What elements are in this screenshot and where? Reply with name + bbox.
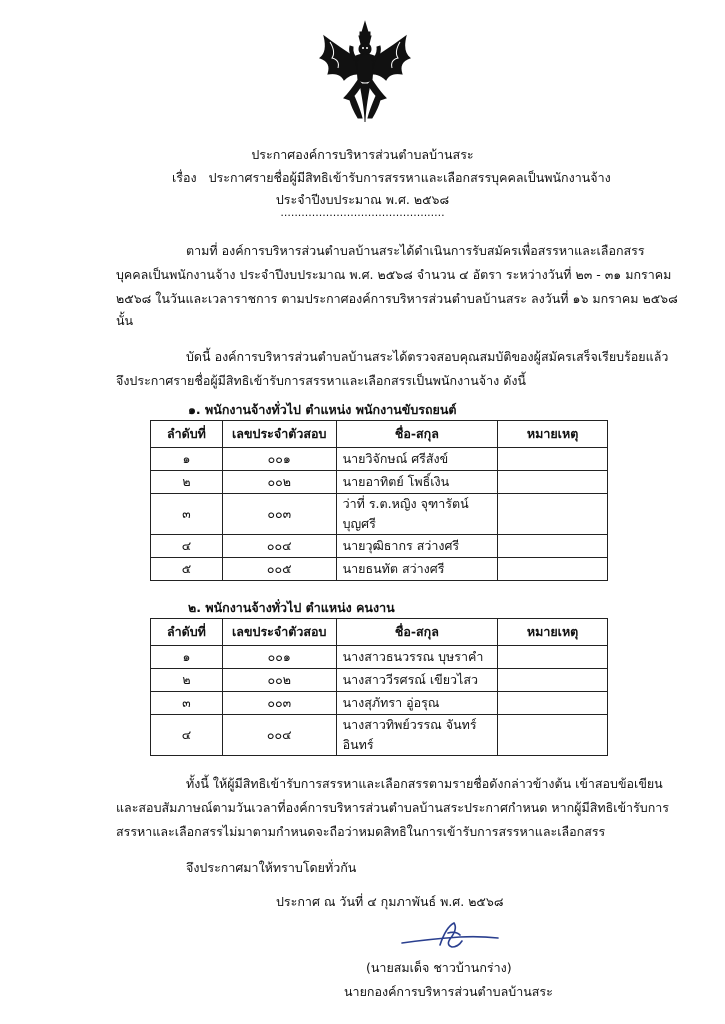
row-order: ๑: [151, 448, 223, 471]
table-row: [151, 471, 608, 494]
signatory-name: (นายสมเด็จ ชาวบ้านกร่าง): [366, 960, 512, 975]
row-order: ๔: [151, 535, 223, 558]
subject-line: [172, 168, 611, 188]
garuda-emblem: [310, 18, 420, 128]
row-remark: [498, 715, 608, 756]
col-exam-no: เลขประจำตัวสอบ: [222, 421, 336, 448]
signatory-position: นายกองค์การบริหารส่วนตำบลบ้านสระ: [344, 984, 553, 999]
col-order: ลำดับที่: [151, 619, 223, 646]
table-row: [151, 715, 608, 756]
row-exam-no: ๐๐๕: [222, 558, 336, 581]
subject-text: ประกาศรายชื่อผู้มีสิทธิเข้ารับการสรรหาและเลือกสรรบุคคลเป็นพนักงานจ้าง: [208, 170, 611, 185]
row-name: นางสาวทิพย์วรรณ จันทร์อินทร์: [336, 715, 498, 756]
col-order: ลำดับที่: [151, 421, 223, 448]
closing-line-2: และสอบสัมภาษณ์ตามวันเวลาที่องค์การบริหารส่วนตำบลบ้านสระประกาศกำหนด หากผู้มีสิทธิเข้ารับการ: [116, 800, 670, 815]
handwritten-signature: [400, 917, 500, 953]
table-row: [151, 535, 608, 558]
col-name: ชื่อ-สกุล: [336, 619, 498, 646]
closing-line-3: สรรหาและเลือกสรรไม่มาตามกำหนดจะถือว่าหมดสิทธิในการเข้ารับการสรรหาและเลือกสรร: [116, 824, 606, 839]
table-row: [151, 494, 608, 535]
row-order: ๕: [151, 558, 223, 581]
row-exam-no: ๐๐๓: [222, 494, 336, 535]
now-line-1: บัดนี้ องค์การบริหารส่วนตำบลบ้านสระได้ตรวจสอบคุณสมบัติของผู้สมัครเสร็จเรียบร้อยแล้ว: [186, 349, 669, 364]
row-exam-no: ๐๐๓: [222, 692, 336, 715]
row-order: ๑: [151, 646, 223, 669]
col-remark: หมายเหตุ: [498, 619, 608, 646]
header-divider: ...............................................: [280, 206, 445, 219]
col-remark: หมายเหตุ: [498, 421, 608, 448]
section-2-table: [150, 618, 608, 756]
row-exam-no: ๐๐๒: [222, 669, 336, 692]
col-exam-no: เลขประจำตัวสอบ: [222, 619, 336, 646]
subject-label: เรื่อง: [172, 170, 197, 185]
now-line-2: จึงประกาศรายชื่อผู้มีสิทธิเข้ารับการสรรหาและเลือกสรรเป็นพนักงานจ้าง ดังนี้: [116, 373, 526, 388]
row-name: นายวิจักษณ์ ศรีสังข์: [336, 448, 498, 471]
table-row: [151, 646, 608, 669]
table-row: [151, 669, 608, 692]
table-row: [151, 448, 608, 471]
intro-line-2: บุคคลเป็นพนักงานจ้าง ประจำปีงบประมาณ พ.ศ. ๒๕๖๘ จำนวน ๔ อัตรา ระหว่างวันที่ ๒๓ - ๓๑ มกราคม: [116, 267, 672, 282]
section-1-title: ๑. พนักงานจ้างทั่วไป ตำแหน่ง พนักงานขับรถยนต์: [188, 402, 457, 417]
section-2-title: ๒. พนักงานจ้างทั่วไป ตำแหน่ง คนงาน: [188, 600, 395, 615]
fiscal-year: ประจำปีงบประมาณ พ.ศ. ๒๕๖๘: [275, 192, 450, 207]
row-exam-no: ๐๐๒: [222, 471, 336, 494]
row-remark: [498, 558, 608, 581]
intro-line-3: ๒๕๖๘ ในวันและเวลาราชการ ตามประกาศองค์การบริหารส่วนตำบลบ้านสระ ลงวันที่ ๑๖ มกราคม ๒๕๖๘: [116, 291, 678, 306]
row-order: ๒: [151, 471, 223, 494]
row-name: นางสาวธนวรรณ บุษราคำ: [336, 646, 498, 669]
announce-date: ประกาศ ณ วันที่ ๔ กุมภาพันธ์ พ.ศ. ๒๕๖๘: [276, 894, 504, 909]
announce-line: จึงประกาศมาให้ทราบโดยทั่วกัน: [186, 860, 357, 875]
section-1-table: [150, 420, 608, 581]
row-remark: [498, 669, 608, 692]
row-name: นายธนทัต สว่างศรี: [336, 558, 498, 581]
row-remark: [498, 471, 608, 494]
row-order: ๓: [151, 692, 223, 715]
row-remark: [498, 535, 608, 558]
row-exam-no: ๐๐๔: [222, 535, 336, 558]
row-exam-no: ๐๐๑: [222, 646, 336, 669]
row-remark: [498, 494, 608, 535]
table-header-row: [151, 619, 608, 646]
row-name: ว่าที่ ร.ต.หญิง จุฑารัตน์ บุญศรี: [336, 494, 498, 535]
row-name: นางสาววีรศรณ์ เขียวไสว: [336, 669, 498, 692]
intro-line-4: นั้น: [116, 313, 134, 328]
closing-line-1: ทั้งนี้ ให้ผู้มีสิทธิเข้ารับการสรรหาและเลือกสรรตามรายชื่อดังกล่าวข้างต้น เข้าสอบข้อเขียน: [186, 776, 663, 791]
row-remark: [498, 448, 608, 471]
table-row: [151, 558, 608, 581]
row-remark: [498, 692, 608, 715]
intro-line-1: ตามที่ องค์การบริหารส่วนตำบลบ้านสระได้ดำเนินการรับสมัครเพื่อสรรหาและเลือกสรร: [186, 243, 645, 258]
row-order: ๒: [151, 669, 223, 692]
row-remark: [498, 646, 608, 669]
row-name: นายวุฒิธากร สว่างศรี: [336, 535, 498, 558]
organization-title: ประกาศองค์การบริหารส่วนตำบลบ้านสระ: [251, 147, 474, 162]
col-name: ชื่อ-สกุล: [336, 421, 498, 448]
table-row: [151, 692, 608, 715]
row-order: ๔: [151, 715, 223, 756]
row-exam-no: ๐๐๑: [222, 448, 336, 471]
row-exam-no: ๐๐๔: [222, 715, 336, 756]
row-name: นายอาทิตย์ โพธิ์เงิน: [336, 471, 498, 494]
row-name: นางสุภัทรา อู่อรุณ: [336, 692, 498, 715]
row-order: ๓: [151, 494, 223, 535]
table-header-row: [151, 421, 608, 448]
